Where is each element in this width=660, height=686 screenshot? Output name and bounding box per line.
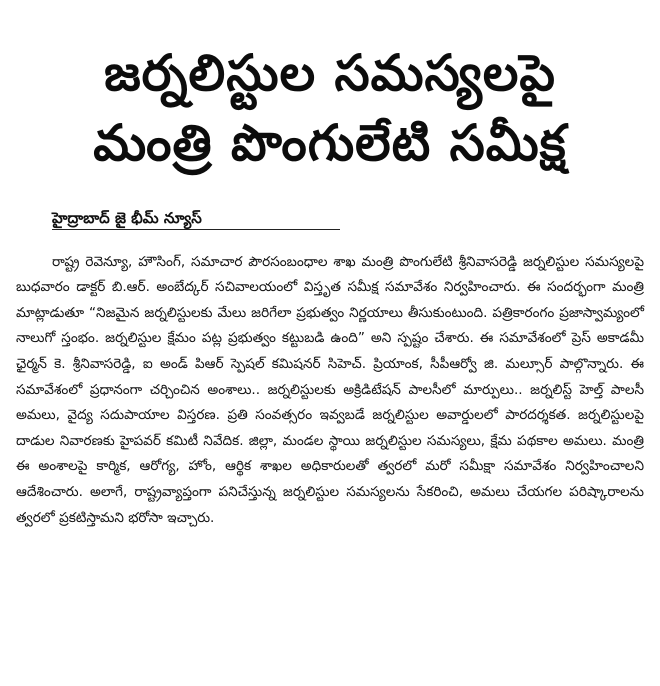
- headline-line-1: జర్నలిస్టుల సమస్యలపై: [104, 44, 556, 102]
- byline-underline: [52, 229, 340, 230]
- article-body: రాష్ట్ర రెవెన్యూ, హౌసింగ్, సమాచార పౌరసంబంధాల శాఖ మంత్రి పొంగులేటి శ్రీనివాసరెడ్డి జర్నలిస్టుల సమస్యలపై బుధవారం డాక్టర్ బి.ఆర్. అంబేద్కర్ సచివాలయంలో విస్తృత సమీక్ష సమావేశం నిర్వహించారు. ఈ సందర్భంగా మంత్రి మాట్లాడుతూ “నిజమైన జర్నలిస్టులకు మేలు జరిగేలా ప్రభుత్వం నిర్ణయాలు తీసుకుంటుంది. పత్రికారంగం ప్రజాస్వామ్యంలో నాలుగో స్తంభం. జర్నలిస్టుల క్షేమం పట్ల ప్రభుత్వం కట్టుబడి ఉంది” అని స్పష్టం చేశారు. ఈ సమావేశంలో ప్రెస్ అకాడమీ ఛైర్మన్ కె. శ్రీనివాసరెడ్డి, ఐ అండ్ పిఆర్ స్పెషల్ కమిషనర్ సిహెచ్. ప్రియాంక, సీపీఆర్వో జి. మల్సూర్ పాల్గొన్నారు. ఈ సమావేశంలో ప్రధానంగా చర్చించిన అంశాలు.. జర్నలిస్టులకు అక్రిడిటేషన్ పాలసీలో మార్పులు.. జర్నలిస్ట్ హెల్త్ పాలసీ అమలు, వైద్య సదుపాయాల విస్తరణ. ప్రతి సంవత్సరం ఇవ్వబడే జర్నలిస్టుల అవార్డులలో పారదర్శకత. జర్నలిస్టులపై దాడుల నివారణకు హైపవర్ కమిటీ నివేదిక. జిల్లా, మండల స్థాయి జర్నలిస్టుల సమస్యలు, క్షేమ పథకాల అమలు. మంత్రి ఈ అంశాలపై కార్మిక, ఆరోగ్య, హోం, ఆర్థిక శాఖల అధికారులతో త్వరలో మరో సమీక్షా సమావేశం నిర్వహించాలని ఆదేశించారు. అలాగే, రాష్ట్రవ్యాప్తంగా పనిచేస్తున్న జర్నలిస్టుల సమస్యలను సేకరించి, అమలు చేయగల పరిష్కారాలను త్వరలో ప్రకటిస్తామని భరోసా ఇచ్చారు.: [16, 253, 644, 526]
- byline: హైద్రాబాద్ జై భీమ్ న్యూస్: [52, 209, 202, 227]
- headline-line-2: మంత్రి పొంగులేటి సమీక్ష: [93, 114, 567, 172]
- headline: [0, 0, 660, 178]
